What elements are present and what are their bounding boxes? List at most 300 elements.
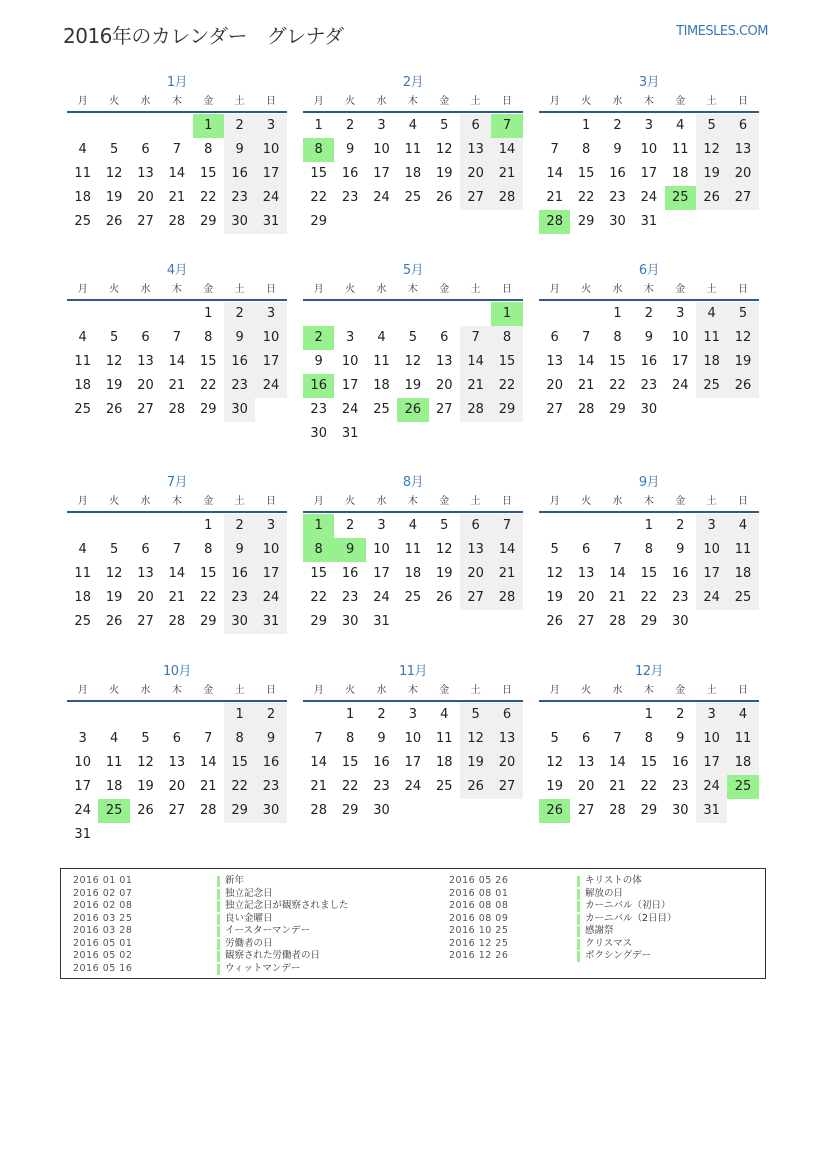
day-cell[interactable]: 4 bbox=[696, 302, 727, 326]
day-cell[interactable]: 12 bbox=[105, 166, 123, 181]
day-cell[interactable]: 31 bbox=[696, 799, 727, 823]
day-cell[interactable]: 13 bbox=[577, 566, 595, 581]
day-cell[interactable]: 31 bbox=[255, 610, 286, 634]
day-cell[interactable]: 3 bbox=[377, 118, 386, 133]
day-cell[interactable]: 6 bbox=[460, 114, 491, 138]
day-cell[interactable]: 26 bbox=[137, 803, 154, 818]
day-cell[interactable]: 12 bbox=[105, 354, 123, 369]
day-cell[interactable]: 22 bbox=[199, 590, 217, 605]
day-cell[interactable]: 23 bbox=[310, 402, 327, 417]
day-cell[interactable]: 12 bbox=[546, 566, 563, 581]
day-cell[interactable]: 6 bbox=[581, 542, 591, 557]
day-cell[interactable]: 5 bbox=[727, 302, 758, 326]
day-cell[interactable]: 10 bbox=[373, 542, 390, 557]
day-cell[interactable]: 27 bbox=[727, 186, 758, 210]
day-cell[interactable]: 30 bbox=[224, 398, 255, 422]
day-cell[interactable]: 3 bbox=[696, 703, 727, 727]
day-cell[interactable]: 2 bbox=[224, 302, 255, 326]
day-cell[interactable]: 10 bbox=[696, 538, 727, 562]
day-cell[interactable]: 20 bbox=[435, 378, 453, 393]
day-cell[interactable]: 12 bbox=[727, 326, 758, 350]
holiday-day-cell[interactable]: 25 bbox=[98, 799, 129, 823]
day-cell[interactable]: 21 bbox=[491, 162, 522, 186]
day-cell[interactable]: 27 bbox=[137, 214, 154, 229]
day-cell[interactable]: 24 bbox=[404, 779, 422, 794]
day-cell[interactable]: 20 bbox=[137, 590, 154, 605]
day-cell[interactable]: 28 bbox=[168, 214, 186, 229]
day-cell[interactable]: 19 bbox=[105, 378, 123, 393]
day-cell[interactable]: 21 bbox=[460, 374, 491, 398]
day-cell[interactable]: 12 bbox=[404, 354, 422, 369]
day-cell[interactable]: 21 bbox=[609, 590, 626, 605]
day-cell[interactable]: 15 bbox=[609, 354, 626, 369]
day-cell[interactable]: 1 bbox=[613, 306, 622, 321]
day-cell[interactable]: 20 bbox=[727, 162, 758, 186]
holiday-day-cell[interactable]: 16 bbox=[303, 374, 334, 398]
day-cell[interactable]: 24 bbox=[373, 590, 390, 605]
day-cell[interactable]: 15 bbox=[310, 566, 327, 581]
day-cell[interactable]: 30 bbox=[224, 610, 255, 634]
day-cell[interactable]: 26 bbox=[727, 374, 758, 398]
day-cell[interactable]: 21 bbox=[199, 779, 217, 794]
day-cell[interactable]: 12 bbox=[137, 755, 154, 770]
day-cell[interactable]: 8 bbox=[204, 330, 213, 345]
day-cell[interactable]: 3 bbox=[644, 118, 653, 133]
day-cell[interactable]: 26 bbox=[460, 775, 491, 799]
day-cell[interactable]: 7 bbox=[491, 514, 522, 538]
day-cell[interactable]: 24 bbox=[255, 586, 286, 610]
day-cell[interactable]: 30 bbox=[310, 426, 327, 441]
day-cell[interactable]: 16 bbox=[224, 562, 255, 586]
day-cell[interactable]: 13 bbox=[137, 566, 154, 581]
holiday-day-cell[interactable]: 28 bbox=[539, 210, 570, 234]
day-cell[interactable]: 7 bbox=[204, 731, 213, 746]
day-cell[interactable]: 1 bbox=[204, 518, 213, 533]
holiday-day-cell[interactable]: 9 bbox=[334, 538, 365, 562]
day-cell[interactable]: 24 bbox=[696, 586, 727, 610]
day-cell[interactable]: 29 bbox=[310, 214, 327, 229]
day-cell[interactable]: 3 bbox=[408, 707, 417, 722]
day-cell[interactable]: 29 bbox=[199, 214, 217, 229]
day-cell[interactable]: 17 bbox=[404, 755, 422, 770]
day-cell[interactable]: 2 bbox=[377, 707, 386, 722]
day-cell[interactable]: 29 bbox=[310, 614, 327, 629]
holiday-day-cell[interactable]: 1 bbox=[491, 302, 522, 326]
day-cell[interactable]: 16 bbox=[373, 755, 390, 770]
day-cell[interactable]: 28 bbox=[609, 803, 626, 818]
day-cell[interactable]: 11 bbox=[435, 731, 453, 746]
day-cell[interactable]: 10 bbox=[671, 330, 689, 345]
day-cell[interactable]: 29 bbox=[491, 398, 522, 422]
day-cell[interactable]: 2 bbox=[224, 114, 255, 138]
day-cell[interactable]: 30 bbox=[671, 803, 689, 818]
day-cell[interactable]: 4 bbox=[109, 731, 119, 746]
day-cell[interactable]: 19 bbox=[727, 350, 758, 374]
day-cell[interactable]: 14 bbox=[546, 166, 563, 181]
day-cell[interactable]: 4 bbox=[78, 542, 87, 557]
day-cell[interactable]: 14 bbox=[491, 138, 522, 162]
day-cell[interactable]: 22 bbox=[491, 374, 522, 398]
day-cell[interactable]: 2 bbox=[255, 703, 286, 727]
day-cell[interactable]: 17 bbox=[373, 566, 390, 581]
day-cell[interactable]: 30 bbox=[609, 214, 626, 229]
day-cell[interactable]: 25 bbox=[404, 190, 422, 205]
day-cell[interactable]: 9 bbox=[224, 138, 255, 162]
day-cell[interactable]: 29 bbox=[640, 803, 658, 818]
day-cell[interactable]: 11 bbox=[404, 542, 422, 557]
day-cell[interactable]: 19 bbox=[404, 378, 422, 393]
day-cell[interactable]: 25 bbox=[74, 614, 91, 629]
day-cell[interactable]: 2 bbox=[224, 514, 255, 538]
day-cell[interactable]: 23 bbox=[671, 590, 689, 605]
day-cell[interactable]: 17 bbox=[341, 378, 359, 393]
day-cell[interactable]: 4 bbox=[408, 118, 417, 133]
holiday-day-cell[interactable]: 8 bbox=[303, 138, 334, 162]
day-cell[interactable]: 8 bbox=[204, 142, 213, 157]
day-cell[interactable]: 28 bbox=[310, 803, 327, 818]
day-cell[interactable]: 16 bbox=[640, 354, 658, 369]
day-cell[interactable]: 9 bbox=[345, 142, 355, 157]
day-cell[interactable]: 28 bbox=[199, 803, 217, 818]
day-cell[interactable]: 1 bbox=[224, 703, 255, 727]
day-cell[interactable]: 8 bbox=[204, 542, 213, 557]
day-cell[interactable]: 2 bbox=[613, 118, 622, 133]
day-cell[interactable]: 20 bbox=[491, 751, 522, 775]
day-cell[interactable]: 1 bbox=[345, 707, 355, 722]
day-cell[interactable]: 27 bbox=[435, 402, 453, 417]
day-cell[interactable]: 18 bbox=[74, 190, 91, 205]
day-cell[interactable]: 16 bbox=[341, 166, 359, 181]
day-cell[interactable]: 20 bbox=[168, 779, 186, 794]
day-cell[interactable]: 4 bbox=[377, 330, 386, 345]
day-cell[interactable]: 23 bbox=[671, 779, 689, 794]
day-cell[interactable]: 27 bbox=[491, 775, 522, 799]
day-cell[interactable]: 11 bbox=[74, 166, 91, 181]
day-cell[interactable]: 19 bbox=[460, 751, 491, 775]
day-cell[interactable]: 10 bbox=[696, 727, 727, 751]
day-cell[interactable]: 23 bbox=[224, 186, 255, 210]
day-cell[interactable]: 6 bbox=[550, 330, 559, 345]
day-cell[interactable]: 5 bbox=[109, 542, 119, 557]
day-cell[interactable]: 21 bbox=[168, 190, 186, 205]
day-cell[interactable]: 29 bbox=[199, 614, 217, 629]
day-cell[interactable]: 17 bbox=[255, 562, 286, 586]
day-cell[interactable]: 17 bbox=[696, 751, 727, 775]
day-cell[interactable]: 19 bbox=[137, 779, 154, 794]
day-cell[interactable]: 13 bbox=[168, 755, 186, 770]
day-cell[interactable]: 27 bbox=[168, 803, 186, 818]
day-cell[interactable]: 17 bbox=[255, 162, 286, 186]
day-cell[interactable]: 26 bbox=[105, 402, 123, 417]
day-cell[interactable]: 21 bbox=[310, 779, 327, 794]
day-cell[interactable]: 4 bbox=[78, 330, 87, 345]
day-cell[interactable]: 28 bbox=[491, 586, 522, 610]
day-cell[interactable]: 9 bbox=[224, 538, 255, 562]
day-cell[interactable]: 24 bbox=[74, 803, 91, 818]
holiday-day-cell[interactable]: 25 bbox=[665, 186, 696, 210]
day-cell[interactable]: 25 bbox=[435, 779, 453, 794]
day-cell[interactable]: 16 bbox=[224, 350, 255, 374]
day-cell[interactable]: 19 bbox=[546, 590, 563, 605]
day-cell[interactable]: 15 bbox=[224, 751, 255, 775]
day-cell[interactable]: 13 bbox=[435, 354, 453, 369]
day-cell[interactable]: 5 bbox=[550, 731, 559, 746]
day-cell[interactable]: 30 bbox=[341, 614, 359, 629]
day-cell[interactable]: 2 bbox=[345, 518, 355, 533]
day-cell[interactable]: 9 bbox=[377, 731, 386, 746]
day-cell[interactable]: 26 bbox=[546, 614, 563, 629]
day-cell[interactable]: 18 bbox=[727, 562, 758, 586]
day-cell[interactable]: 8 bbox=[224, 727, 255, 751]
day-cell[interactable]: 28 bbox=[460, 398, 491, 422]
day-cell[interactable]: 14 bbox=[460, 350, 491, 374]
day-cell[interactable]: 9 bbox=[314, 354, 323, 369]
day-cell[interactable]: 13 bbox=[137, 166, 154, 181]
day-cell[interactable]: 6 bbox=[460, 514, 491, 538]
holiday-day-cell[interactable]: 25 bbox=[727, 775, 758, 799]
day-cell[interactable]: 19 bbox=[105, 190, 123, 205]
day-cell[interactable]: 21 bbox=[577, 378, 595, 393]
day-cell[interactable]: 26 bbox=[105, 214, 123, 229]
day-cell[interactable]: 27 bbox=[546, 402, 563, 417]
day-cell[interactable]: 5 bbox=[440, 118, 449, 133]
day-cell[interactable]: 8 bbox=[491, 326, 522, 350]
holiday-day-cell[interactable]: 7 bbox=[491, 114, 522, 138]
day-cell[interactable]: 29 bbox=[577, 214, 595, 229]
day-cell[interactable]: 7 bbox=[314, 731, 323, 746]
day-cell[interactable]: 27 bbox=[137, 614, 154, 629]
day-cell[interactable]: 30 bbox=[671, 614, 689, 629]
day-cell[interactable]: 8 bbox=[581, 142, 591, 157]
day-cell[interactable]: 11 bbox=[671, 142, 689, 157]
day-cell[interactable]: 14 bbox=[168, 166, 186, 181]
day-cell[interactable]: 3 bbox=[377, 518, 386, 533]
day-cell[interactable]: 4 bbox=[440, 707, 449, 722]
day-cell[interactable]: 14 bbox=[609, 566, 626, 581]
day-cell[interactable]: 27 bbox=[577, 614, 595, 629]
day-cell[interactable]: 3 bbox=[676, 306, 685, 321]
day-cell[interactable]: 13 bbox=[460, 138, 491, 162]
day-cell[interactable]: 22 bbox=[310, 590, 327, 605]
day-cell[interactable]: 23 bbox=[640, 378, 658, 393]
day-cell[interactable]: 22 bbox=[341, 779, 359, 794]
day-cell[interactable]: 4 bbox=[727, 703, 758, 727]
day-cell[interactable]: 13 bbox=[546, 354, 563, 369]
day-cell[interactable]: 1 bbox=[204, 306, 213, 321]
day-cell[interactable]: 5 bbox=[109, 142, 119, 157]
day-cell[interactable]: 25 bbox=[404, 590, 422, 605]
day-cell[interactable]: 27 bbox=[460, 186, 491, 210]
day-cell[interactable]: 16 bbox=[341, 566, 359, 581]
day-cell[interactable]: 21 bbox=[546, 190, 563, 205]
day-cell[interactable]: 20 bbox=[460, 562, 491, 586]
day-cell[interactable]: 20 bbox=[577, 779, 595, 794]
day-cell[interactable]: 7 bbox=[550, 142, 559, 157]
day-cell[interactable]: 26 bbox=[696, 186, 727, 210]
day-cell[interactable]: 7 bbox=[172, 330, 181, 345]
holiday-day-cell[interactable]: 1 bbox=[303, 514, 334, 538]
day-cell[interactable]: 15 bbox=[199, 354, 217, 369]
day-cell[interactable]: 3 bbox=[255, 114, 286, 138]
day-cell[interactable]: 14 bbox=[168, 354, 186, 369]
day-cell[interactable]: 9 bbox=[676, 731, 685, 746]
day-cell[interactable]: 23 bbox=[255, 775, 286, 799]
day-cell[interactable]: 18 bbox=[727, 751, 758, 775]
day-cell[interactable]: 3 bbox=[696, 514, 727, 538]
day-cell[interactable]: 24 bbox=[255, 186, 286, 210]
day-cell[interactable]: 14 bbox=[577, 354, 595, 369]
day-cell[interactable]: 19 bbox=[105, 590, 123, 605]
day-cell[interactable]: 7 bbox=[460, 326, 491, 350]
day-cell[interactable]: 5 bbox=[550, 542, 559, 557]
day-cell[interactable]: 6 bbox=[440, 330, 449, 345]
day-cell[interactable]: 12 bbox=[435, 542, 453, 557]
day-cell[interactable]: 11 bbox=[696, 326, 727, 350]
day-cell[interactable]: 13 bbox=[137, 354, 154, 369]
day-cell[interactable]: 1 bbox=[644, 707, 653, 722]
day-cell[interactable]: 7 bbox=[172, 142, 181, 157]
day-cell[interactable]: 23 bbox=[341, 190, 359, 205]
day-cell[interactable]: 4 bbox=[676, 118, 685, 133]
day-cell[interactable]: 31 bbox=[255, 210, 286, 234]
day-cell[interactable]: 14 bbox=[168, 566, 186, 581]
day-cell[interactable]: 9 bbox=[676, 542, 685, 557]
day-cell[interactable]: 7 bbox=[613, 731, 622, 746]
day-cell[interactable]: 17 bbox=[640, 166, 658, 181]
day-cell[interactable]: 16 bbox=[224, 162, 255, 186]
day-cell[interactable]: 9 bbox=[644, 330, 653, 345]
day-cell[interactable]: 5 bbox=[408, 330, 417, 345]
day-cell[interactable]: 11 bbox=[373, 354, 390, 369]
day-cell[interactable]: 17 bbox=[373, 166, 390, 181]
day-cell[interactable]: 18 bbox=[105, 779, 123, 794]
day-cell[interactable]: 22 bbox=[310, 190, 327, 205]
day-cell[interactable]: 10 bbox=[640, 142, 658, 157]
day-cell[interactable]: 21 bbox=[168, 378, 186, 393]
day-cell[interactable]: 21 bbox=[609, 779, 626, 794]
day-cell[interactable]: 26 bbox=[105, 614, 123, 629]
day-cell[interactable]: 3 bbox=[78, 731, 87, 746]
day-cell[interactable]: 22 bbox=[199, 190, 217, 205]
day-cell[interactable]: 24 bbox=[341, 402, 359, 417]
day-cell[interactable]: 29 bbox=[224, 799, 255, 823]
day-cell[interactable]: 12 bbox=[460, 727, 491, 751]
day-cell[interactable]: 4 bbox=[78, 142, 87, 157]
day-cell[interactable]: 10 bbox=[255, 326, 286, 350]
day-cell[interactable]: 24 bbox=[640, 190, 658, 205]
day-cell[interactable]: 5 bbox=[141, 731, 150, 746]
brand-logo[interactable]: TIMESLES.COM bbox=[676, 24, 768, 39]
day-cell[interactable]: 11 bbox=[404, 142, 422, 157]
day-cell[interactable]: 25 bbox=[727, 586, 758, 610]
day-cell[interactable]: 10 bbox=[341, 354, 359, 369]
day-cell[interactable]: 7 bbox=[581, 330, 591, 345]
day-cell[interactable]: 4 bbox=[408, 518, 417, 533]
day-cell[interactable]: 28 bbox=[491, 186, 522, 210]
day-cell[interactable]: 28 bbox=[168, 614, 186, 629]
day-cell[interactable]: 6 bbox=[491, 703, 522, 727]
day-cell[interactable]: 5 bbox=[460, 703, 491, 727]
day-cell[interactable]: 31 bbox=[640, 214, 658, 229]
day-cell[interactable]: 13 bbox=[727, 138, 758, 162]
day-cell[interactable]: 18 bbox=[373, 378, 390, 393]
day-cell[interactable]: 19 bbox=[696, 162, 727, 186]
day-cell[interactable]: 22 bbox=[224, 775, 255, 799]
day-cell[interactable]: 30 bbox=[640, 402, 658, 417]
day-cell[interactable]: 17 bbox=[255, 350, 286, 374]
day-cell[interactable]: 5 bbox=[696, 114, 727, 138]
day-cell[interactable]: 23 bbox=[224, 374, 255, 398]
day-cell[interactable]: 6 bbox=[727, 114, 758, 138]
day-cell[interactable]: 31 bbox=[74, 827, 91, 842]
day-cell[interactable]: 24 bbox=[671, 378, 689, 393]
day-cell[interactable]: 1 bbox=[644, 518, 653, 533]
day-cell[interactable]: 21 bbox=[168, 590, 186, 605]
day-cell[interactable]: 17 bbox=[696, 562, 727, 586]
day-cell[interactable]: 6 bbox=[141, 542, 150, 557]
day-cell[interactable]: 31 bbox=[341, 426, 359, 441]
day-cell[interactable]: 8 bbox=[345, 731, 355, 746]
day-cell[interactable]: 26 bbox=[435, 590, 453, 605]
day-cell[interactable]: 6 bbox=[172, 731, 181, 746]
day-cell[interactable]: 29 bbox=[609, 402, 626, 417]
day-cell[interactable]: 5 bbox=[109, 330, 119, 345]
day-cell[interactable]: 9 bbox=[224, 326, 255, 350]
day-cell[interactable]: 20 bbox=[137, 378, 154, 393]
day-cell[interactable]: 15 bbox=[199, 166, 217, 181]
day-cell[interactable]: 2 bbox=[676, 518, 685, 533]
day-cell[interactable]: 14 bbox=[310, 755, 327, 770]
day-cell[interactable]: 4 bbox=[727, 514, 758, 538]
day-cell[interactable]: 25 bbox=[373, 402, 390, 417]
day-cell[interactable]: 26 bbox=[435, 190, 453, 205]
day-cell[interactable]: 7 bbox=[172, 542, 181, 557]
day-cell[interactable]: 11 bbox=[727, 727, 758, 751]
day-cell[interactable]: 10 bbox=[74, 755, 91, 770]
day-cell[interactable]: 18 bbox=[404, 166, 422, 181]
day-cell[interactable]: 6 bbox=[581, 731, 591, 746]
day-cell[interactable]: 18 bbox=[74, 378, 91, 393]
day-cell[interactable]: 14 bbox=[199, 755, 217, 770]
day-cell[interactable]: 30 bbox=[255, 799, 286, 823]
day-cell[interactable]: 20 bbox=[137, 190, 154, 205]
day-cell[interactable]: 15 bbox=[491, 350, 522, 374]
day-cell[interactable]: 16 bbox=[671, 566, 689, 581]
day-cell[interactable]: 3 bbox=[255, 302, 286, 326]
day-cell[interactable]: 6 bbox=[141, 142, 150, 157]
holiday-day-cell[interactable]: 1 bbox=[193, 114, 224, 138]
day-cell[interactable]: 18 bbox=[404, 566, 422, 581]
day-cell[interactable]: 16 bbox=[255, 751, 286, 775]
day-cell[interactable]: 27 bbox=[460, 586, 491, 610]
day-cell[interactable]: 9 bbox=[255, 727, 286, 751]
day-cell[interactable]: 22 bbox=[640, 590, 658, 605]
day-cell[interactable]: 6 bbox=[141, 330, 150, 345]
day-cell[interactable]: 13 bbox=[460, 538, 491, 562]
day-cell[interactable]: 2 bbox=[676, 707, 685, 722]
day-cell[interactable]: 23 bbox=[224, 586, 255, 610]
day-cell[interactable]: 19 bbox=[435, 566, 453, 581]
day-cell[interactable]: 14 bbox=[491, 538, 522, 562]
day-cell[interactable]: 30 bbox=[224, 210, 255, 234]
day-cell[interactable]: 1 bbox=[581, 118, 591, 133]
day-cell[interactable]: 29 bbox=[199, 402, 217, 417]
day-cell[interactable]: 2 bbox=[644, 306, 653, 321]
day-cell[interactable]: 20 bbox=[546, 378, 563, 393]
day-cell[interactable]: 29 bbox=[640, 614, 658, 629]
day-cell[interactable]: 7 bbox=[613, 542, 622, 557]
day-cell[interactable]: 22 bbox=[640, 779, 658, 794]
